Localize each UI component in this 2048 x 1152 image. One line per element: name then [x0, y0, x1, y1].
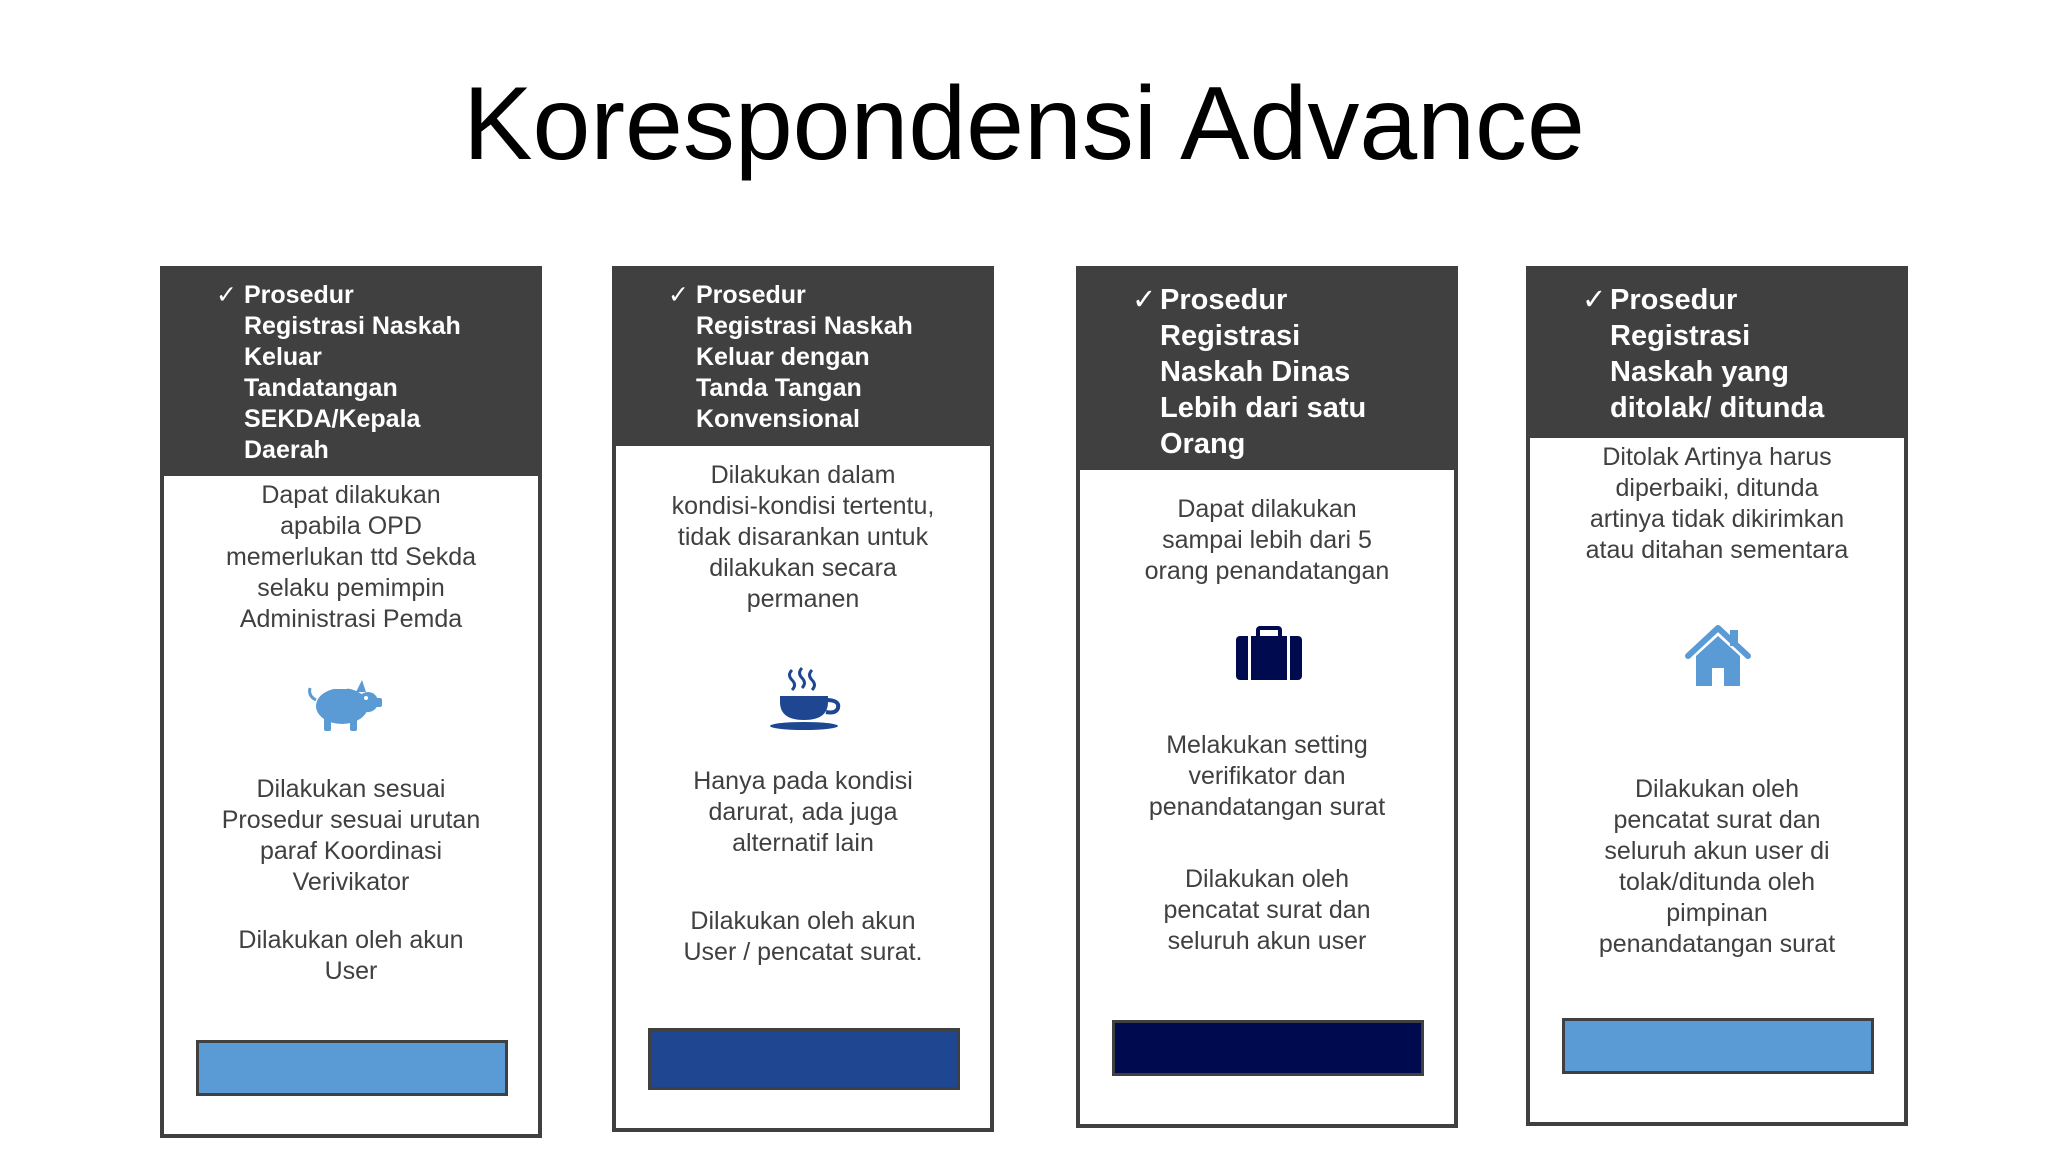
card-heading-line: Registrasi Naskah	[244, 312, 461, 340]
card-heading-line: Naskah Dinas	[1160, 356, 1351, 388]
checkmark-icon: ✓	[1132, 284, 1157, 316]
card-description: Dapat dilakukan apabila OPD memerlukan ttd Sekda selaku pemimpin Administrasi Pemda	[225, 481, 477, 633]
card-heading-line: SEKDA/Kepala	[244, 405, 421, 433]
card-heading-line: Keluar	[244, 343, 322, 371]
card-description: Ditolak Artinya harus diperbaiki, ditunda artinya tidak dikirimkan atau ditahan sementara	[1585, 443, 1849, 564]
card-heading-line: Prosedur	[1610, 284, 1738, 316]
card-header	[1530, 270, 1904, 438]
card-heading-line: Prosedur	[1160, 284, 1288, 316]
card-heading-line: Keluar dengan	[696, 343, 870, 371]
card-heading-line: Tandatangan	[244, 374, 398, 402]
briefcase-icon	[1234, 626, 1304, 682]
checkmark-icon: ✓	[1582, 284, 1607, 316]
card-account-note: Dilakukan oleh pencatat surat dan seluruh akun user	[1163, 865, 1371, 955]
card-header	[616, 270, 990, 446]
card-multiple-signers	[1076, 266, 1458, 1128]
card-rejected-postponed	[1526, 266, 1908, 1126]
color-bar	[1112, 1020, 1424, 1076]
card-procedure-note: Hanya pada kondisi darurat, ada juga alternatif lain	[693, 767, 913, 857]
card-sekda-signature	[160, 266, 542, 1138]
card-description: Dilakukan dalam kondisi-kondisi tertentu, tidak disarankan untuk dilakukan secara permanen	[671, 461, 935, 613]
card-heading-line: Lebih dari satu	[1160, 392, 1367, 424]
checkmark-icon: ✓	[216, 281, 237, 309]
card-heading-line: Registrasi Naskah	[696, 312, 913, 340]
color-bar	[1562, 1018, 1874, 1074]
card-heading-line: Konvensional	[696, 405, 860, 433]
card-heading-line: Registrasi	[1160, 320, 1301, 352]
house-icon	[1684, 622, 1752, 688]
checkmark-icon: ✓	[668, 281, 689, 309]
card-procedure-note: Melakukan setting verifikator dan penandatangan surat	[1148, 731, 1386, 821]
card-header	[1080, 270, 1454, 470]
card-heading-line: Prosedur	[244, 281, 354, 309]
card-procedure-note: Dilakukan oleh pencatat surat dan seluruh akun user di tolak/ditunda oleh pimpinan penandatangan surat	[1598, 775, 1836, 958]
card-header	[164, 270, 538, 476]
card-heading-line: Tanda Tangan	[696, 374, 862, 402]
card-procedure-note: Dilakukan sesuai Prosedur sesuai urutan paraf Koordinasi Verivikator	[221, 775, 481, 896]
card-account-note: Dilakukan oleh akun User / pencatat surat.	[683, 907, 923, 966]
color-bar	[196, 1040, 508, 1096]
card-heading-line: Prosedur	[696, 281, 806, 309]
piggy-bank-icon	[306, 678, 386, 732]
card-description: Dapat dilakukan sampai lebih dari 5 orang penandatangan	[1144, 495, 1390, 585]
page-title: Korespondensi Advance	[463, 66, 1585, 182]
card-heading-line: Daerah	[244, 436, 329, 464]
card-heading-line: Orang	[1160, 428, 1246, 460]
card-conventional-signature	[612, 266, 994, 1132]
card-heading-line: Naskah yang	[1610, 356, 1789, 388]
card-heading-line: Registrasi	[1610, 320, 1751, 352]
coffee-cup-icon	[768, 666, 844, 732]
card-account-note: Dilakukan oleh akun User	[238, 926, 464, 985]
card-heading-line: ditolak/ ditunda	[1610, 392, 1825, 424]
color-bar	[648, 1028, 960, 1090]
